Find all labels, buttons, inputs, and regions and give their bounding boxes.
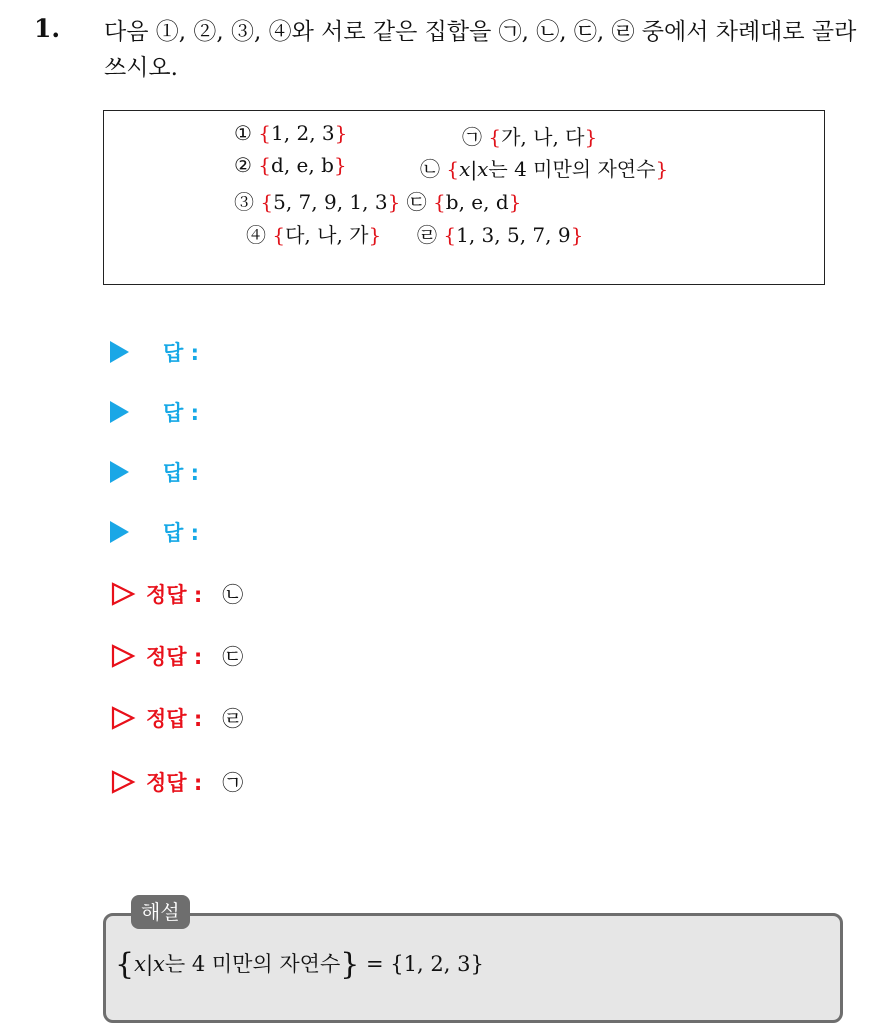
answer-label: 답 : xyxy=(163,401,199,425)
set-row-2: ② {d, e, b} xyxy=(234,153,347,177)
exp-var-x1: x xyxy=(134,952,146,976)
marker-rieul: ㉣ xyxy=(417,223,437,247)
exp-rhs: = {1, 2, 3} xyxy=(366,952,484,976)
marker-nieun: ㉡ xyxy=(420,157,440,181)
set-rieul: 1, 3, 5, 7, 9 xyxy=(456,223,571,247)
set-var-x2: x xyxy=(477,157,489,181)
set-row-1: ① {1, 2, 3} xyxy=(234,121,348,145)
set-row-2-right: ㉡ {x|x는 4 미만의 자연수} xyxy=(420,157,669,181)
triangle-outline-icon xyxy=(110,769,136,795)
answer-label: 답 : xyxy=(163,341,199,365)
correct-answer-4 xyxy=(110,766,243,798)
answer-prompt-4 xyxy=(110,516,199,548)
triangle-play-icon xyxy=(110,461,129,483)
set-row-1-right: ㉠ {가, 나, 다} xyxy=(462,125,598,149)
marker-circled-1: ① xyxy=(234,121,252,145)
correct-answer-3 xyxy=(110,702,243,734)
correct-label: 정답 : xyxy=(146,771,203,795)
question-text: 다음 ①, ②, ③, ④와 서로 같은 집합을 ㉠, ㉡, ㉢, ㉣ 중에서 차례대로 골라 쓰시오. xyxy=(104,19,857,81)
explanation-tab: 해설 xyxy=(131,895,190,929)
correct-answer-1 xyxy=(110,578,243,610)
triangle-outline-icon xyxy=(110,581,136,607)
set-row-4: ④ {다, 나, 가} xyxy=(246,223,382,247)
correct-value: ㉠ xyxy=(222,771,244,795)
set-nieun-condition: 는 4 미만의 자연수 xyxy=(488,157,656,181)
triangle-outline-icon xyxy=(110,705,136,731)
set-var-x1: x xyxy=(459,157,471,181)
answer-label: 답 : xyxy=(163,521,199,545)
answer-label: 답 : xyxy=(163,461,199,485)
set-row-4-right: ㉣ {1, 3, 5, 7, 9} xyxy=(417,223,584,247)
answer-prompt-1 xyxy=(110,336,199,368)
question-number: 1. xyxy=(34,14,61,43)
correct-label: 정답 : xyxy=(146,583,203,607)
correct-value: ㉡ xyxy=(222,583,244,607)
set-bar: | xyxy=(470,157,478,181)
exp-var-x2: x xyxy=(153,952,165,976)
marker-circled-3: ③ xyxy=(234,190,254,214)
correct-label: 정답 : xyxy=(146,707,203,731)
set-table-box xyxy=(103,110,825,285)
correct-value: ㉣ xyxy=(222,707,244,731)
triangle-play-icon xyxy=(110,521,129,543)
triangle-play-icon xyxy=(110,341,129,363)
triangle-outline-icon xyxy=(110,643,136,669)
set-4: 다, 나, 가 xyxy=(285,223,369,247)
set-giyeok: 가, 나, 다 xyxy=(501,125,585,149)
correct-value: ㉢ xyxy=(222,645,244,669)
marker-circled-4: ④ xyxy=(246,223,266,247)
triangle-play-icon xyxy=(110,401,129,423)
set-1: 1, 2, 3 xyxy=(271,121,335,145)
answer-prompt-3 xyxy=(110,456,199,488)
correct-label: 정답 : xyxy=(146,645,203,669)
exp-bar: | xyxy=(145,952,154,976)
set-3: 5, 7, 9, 1, 3 xyxy=(273,190,388,214)
set-row-3: ③ {5, 7, 9, 1, 3} ㉢ {b, e, d} xyxy=(234,190,522,214)
answer-prompt-2 xyxy=(110,396,199,428)
marker-digeut: ㉢ xyxy=(406,190,427,214)
set-digeut: b, e, d xyxy=(445,190,509,214)
set-2: d, e, b xyxy=(271,153,334,177)
exp-condition: 는 4 미만의 자연수 xyxy=(164,952,341,976)
marker-circled-2: ② xyxy=(234,153,252,177)
correct-answer-2 xyxy=(110,640,243,672)
marker-giyeok: ㉠ xyxy=(462,125,482,149)
explanation-text: {x|x는 4 미만의 자연수} = {1, 2, 3} xyxy=(115,947,484,982)
